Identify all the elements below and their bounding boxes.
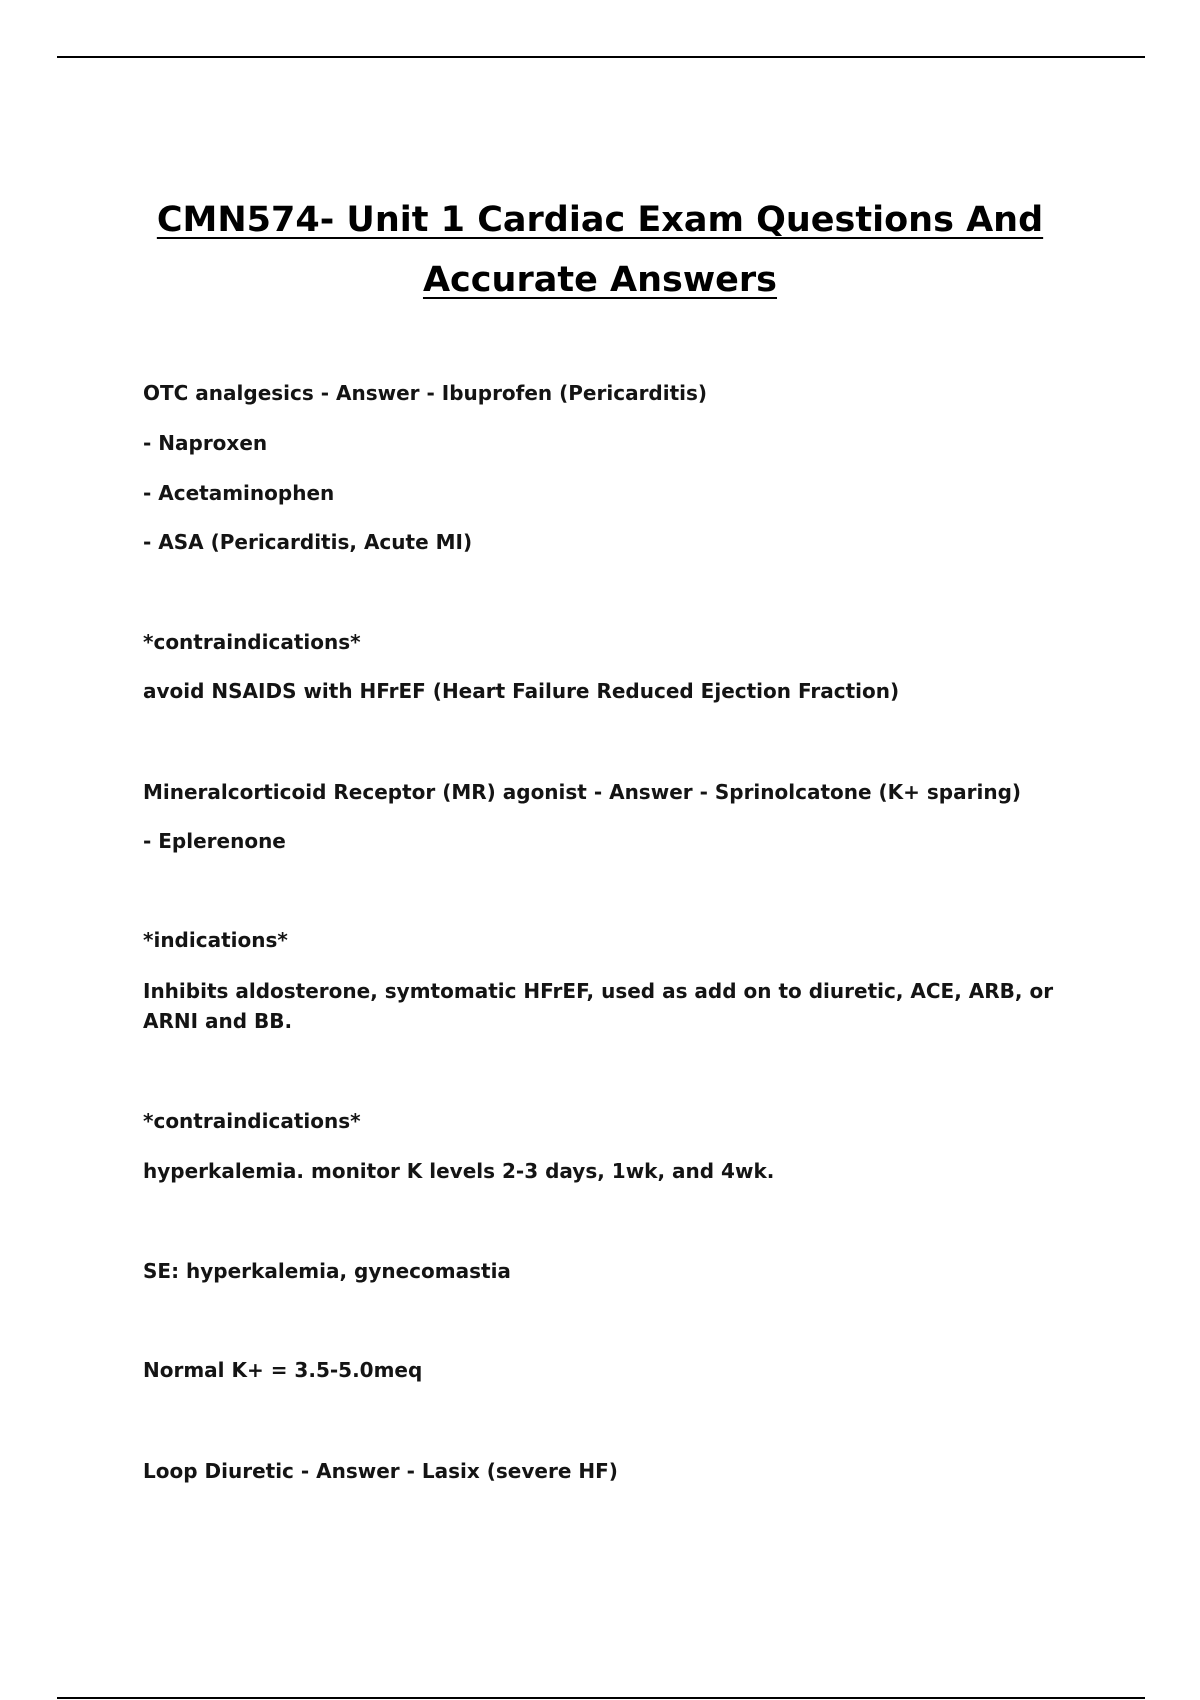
document-title xyxy=(100,190,1100,310)
text-side-effects: SE: hyperkalemia, gynecomastia xyxy=(143,1259,511,1283)
text-normal-potassium: Normal K+ = 3.5-5.0meq xyxy=(143,1358,423,1382)
qa-mr-agonist: Mineralcorticoid Receptor (MR) agonist - Answer - Sprinolcatone (K+ sparing) xyxy=(143,780,1022,804)
text-avoid-nsaids: avoid NSAIDS with HFrEF (Heart Failure Reduced Ejection Fraction) xyxy=(143,679,900,703)
heading-indications: *indications* xyxy=(143,928,288,952)
title-line-1: CMN574- Unit 1 Cardiac Exam Questions And xyxy=(156,200,1044,240)
top-rule xyxy=(57,56,1145,58)
text-inhibits-aldosterone: Inhibits aldosterone, symtomatic HFrEF, used as add on to diuretic, ACE, ARB, or ARNI and BB. xyxy=(143,979,1061,1033)
list-item-eplerenone: - Eplerenone xyxy=(143,829,286,853)
title-line-2: Accurate Answers xyxy=(422,260,778,300)
heading-contraindications-2: *contraindications* xyxy=(143,1109,361,1133)
list-item-acetaminophen: - Acetaminophen xyxy=(143,481,335,505)
list-item-asa: - ASA (Pericarditis, Acute MI) xyxy=(143,530,473,554)
qa-otc-analgesics: OTC analgesics - Answer - Ibuprofen (Pericarditis) xyxy=(143,381,708,405)
heading-contraindications-1: *contraindications* xyxy=(143,630,361,654)
text-hyperkalemia-monitor: hyperkalemia. monitor K levels 2-3 days, 1wk, and 4wk. xyxy=(143,1159,775,1183)
bottom-rule xyxy=(57,1697,1145,1699)
list-item-naproxen: - Naproxen xyxy=(143,431,268,455)
qa-loop-diuretic: Loop Diuretic - Answer - Lasix (severe HF) xyxy=(143,1459,618,1483)
